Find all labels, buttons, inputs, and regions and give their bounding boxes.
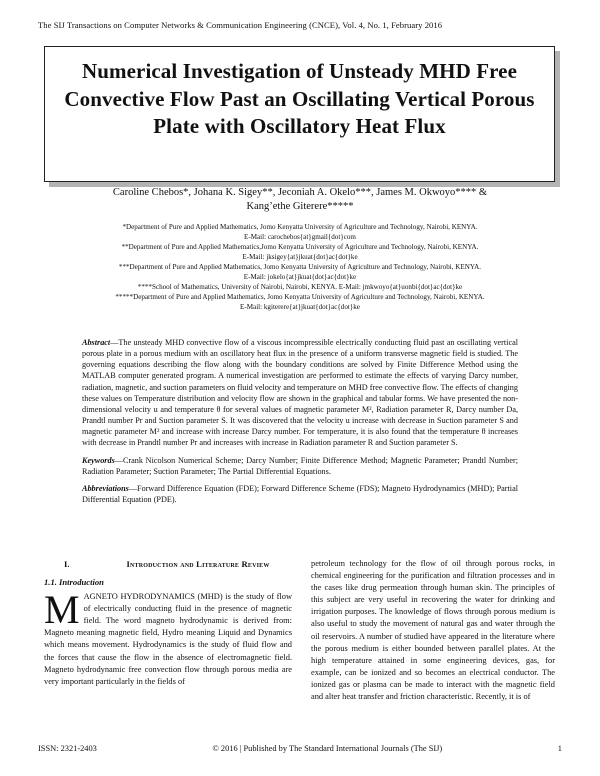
keywords-text: —Crank Nicolson Numerical Scheme; Darcy Number; Finite Difference Method; Magnetic Parameter; Prandtl Number; Radiation Parameter; Suction Parameter; The Partial Differential Equations. xyxy=(82,455,518,476)
affiliations xyxy=(70,222,530,312)
footer xyxy=(38,744,562,753)
affiliation-line: E-Mail: kgiterere{at}jkuat{dot}ac{dot}ke xyxy=(240,303,360,311)
affiliation-line: ****School of Mathematics, University of Nairobi, Nairobi, KENYA. E-Mail: jmkwoyo{at}uonbi{dot}ac{dot}ke xyxy=(137,283,463,291)
page-number: 1 xyxy=(557,744,562,753)
abbreviations xyxy=(82,483,518,505)
intro-text: AGNETO HYDRODYNAMICS (MHD) is the study of flow of electrically conducting fluid in the presence of magnetic field. The word magneto hydrodynamic is derived from: Magneto meaning magnetic field, Hydro meaning Liquid and Dynamics which means movement. Hydrodynamics is the study of fluid flow and the forces that cause the flow in the absence of electromagnetic field. Magneto hydrodynamic free convection flow through porous media are very important particularly in the fields of xyxy=(44,592,292,686)
issn: ISSN: 2321-2403 xyxy=(38,744,97,753)
drop-cap: M xyxy=(44,587,80,633)
keywords xyxy=(82,455,518,477)
affiliation-line: ***Department of Pure and Applied Mathematics, Jomo Kenyatta University of Agriculture and Technology, Nairobi, KENYA. xyxy=(118,263,482,271)
publisher: © 2016 | Published by The Standard International Journals (The SIJ) xyxy=(212,744,443,753)
authors-line-2: Kang’ethe Giterere***** xyxy=(246,201,354,212)
abbreviations-text: —Forward Difference Equation (FDE); Forward Difference Scheme (FDS); Magneto Hydrodynamics (MHD); Partial Differential Equation (PDE). xyxy=(82,483,518,505)
abbreviations-label: Abbreviations xyxy=(82,483,129,493)
authors-line-1: Caroline Chebos*, Johana K. Sigey**, Jeconiah A. Okelo***, James M. Okwoyo**** & xyxy=(112,187,488,198)
abstract-text: —The unsteady MHD convective flow of a viscous incompressible electrically conducting fluid past an oscillating vertical porous plate in a porous medium with an oscillatory heat flux in the presence of a uniform transverse magnetic field is studied. The governing equations describing the flow along with the boundary conditions are solved by Finite Difference Method using the MATLAB computer generated program. A numerical investigation are performed to estimate the effects of varying Darcy number, radiation, magnetic, and suction parameters on fluid velocity and temperature on MHD free convective flow. The effects of changing these values on Temperature distribution and velocity flow are shown in the graphical and tabular forms. We have presented the non-dimensional velocity u and temperature θ for several values of magnetic parameter M², Radiation parameter R, Darcy number Da, Prandtl number Pr and Suction parameter S. It was discovered that the velocity u increase with decrease in Suction parameter S and magnetic parameter M² and increase with increase Darcy number. For temperature, it is also found that the temperature θ increases with decrease in Prandtl number Pr and increases with increase in Radiation parameter R and Suction parameter S. xyxy=(82,338,518,448)
affiliation-line: E-Mail: jksigey{at}jkuat{dot}ac{dot}ke xyxy=(242,253,358,261)
running-header: The SIJ Transactions on Computer Networks & Communication Engineering (CNCE), Vol. 4, No. 1, February 2016 xyxy=(38,20,443,30)
section-heading xyxy=(44,558,292,570)
intro-paragraph xyxy=(44,587,292,688)
affiliation-line: E-Mail: jokelo{at}jkuat{dot}ac{dot}ke xyxy=(243,273,357,281)
abstract-label: Abstract xyxy=(82,338,111,347)
authors xyxy=(60,186,540,214)
abstract-block xyxy=(82,337,518,511)
intro-continued: petroleum technology for the flow of oil through porous rocks, in chemical engineering for the purification and filtration processes and in the cases like drug permeation through human skin. The principles of this subject are very useful in recovering the water for drinking and irrigation purposes. The knowledge of flows through porous medium is also useful to study the movement of natural gas and water through the oil reservoirs. A number of studied have appeared in the literature where the porous medium is either bounded between parallel plates. At the high temperature attained in some engineering devices, gas, for example, can be ionized and so becomes an electrical conductor. The ionized gas or plasma can be made to interact with the magnetic field and alter heat transfer and friction characteristic. Recently, it is of xyxy=(311,559,555,702)
column-left xyxy=(44,558,292,688)
affiliation-line: E-Mail: carochebos{at}gmail{dot}com xyxy=(244,233,356,241)
column-right xyxy=(311,558,555,703)
affiliation-line: *****Department of Pure and Applied Mathematics, Jomo Kenyatta University of Agriculture and Technology, Nairobi, KENYA. xyxy=(115,293,485,301)
abstract xyxy=(82,337,518,449)
affiliation-line: *Department of Pure and Applied Mathematics, Jomo Kenyatta University of Agriculture and Technology, Nairobi, KENYA. xyxy=(122,223,478,231)
section-title: Introduction and Literature Review xyxy=(126,559,270,569)
affiliation-line: **Department of Pure and Applied Mathematics,Jomo Kenyatta University of Agriculture and Technology, Nairobi, KENYA. xyxy=(121,243,479,251)
subsection-title: 1.1. Introduction xyxy=(44,577,104,587)
title-box xyxy=(44,46,555,182)
keywords-label: Keywords xyxy=(82,455,115,465)
paper-title: Numerical Investigation of Unsteady MHD Free Convective Flow Past an Oscillating Vertical Porous Plate with Oscillatory Heat Flux xyxy=(64,59,535,139)
section-number: I. xyxy=(64,559,70,569)
